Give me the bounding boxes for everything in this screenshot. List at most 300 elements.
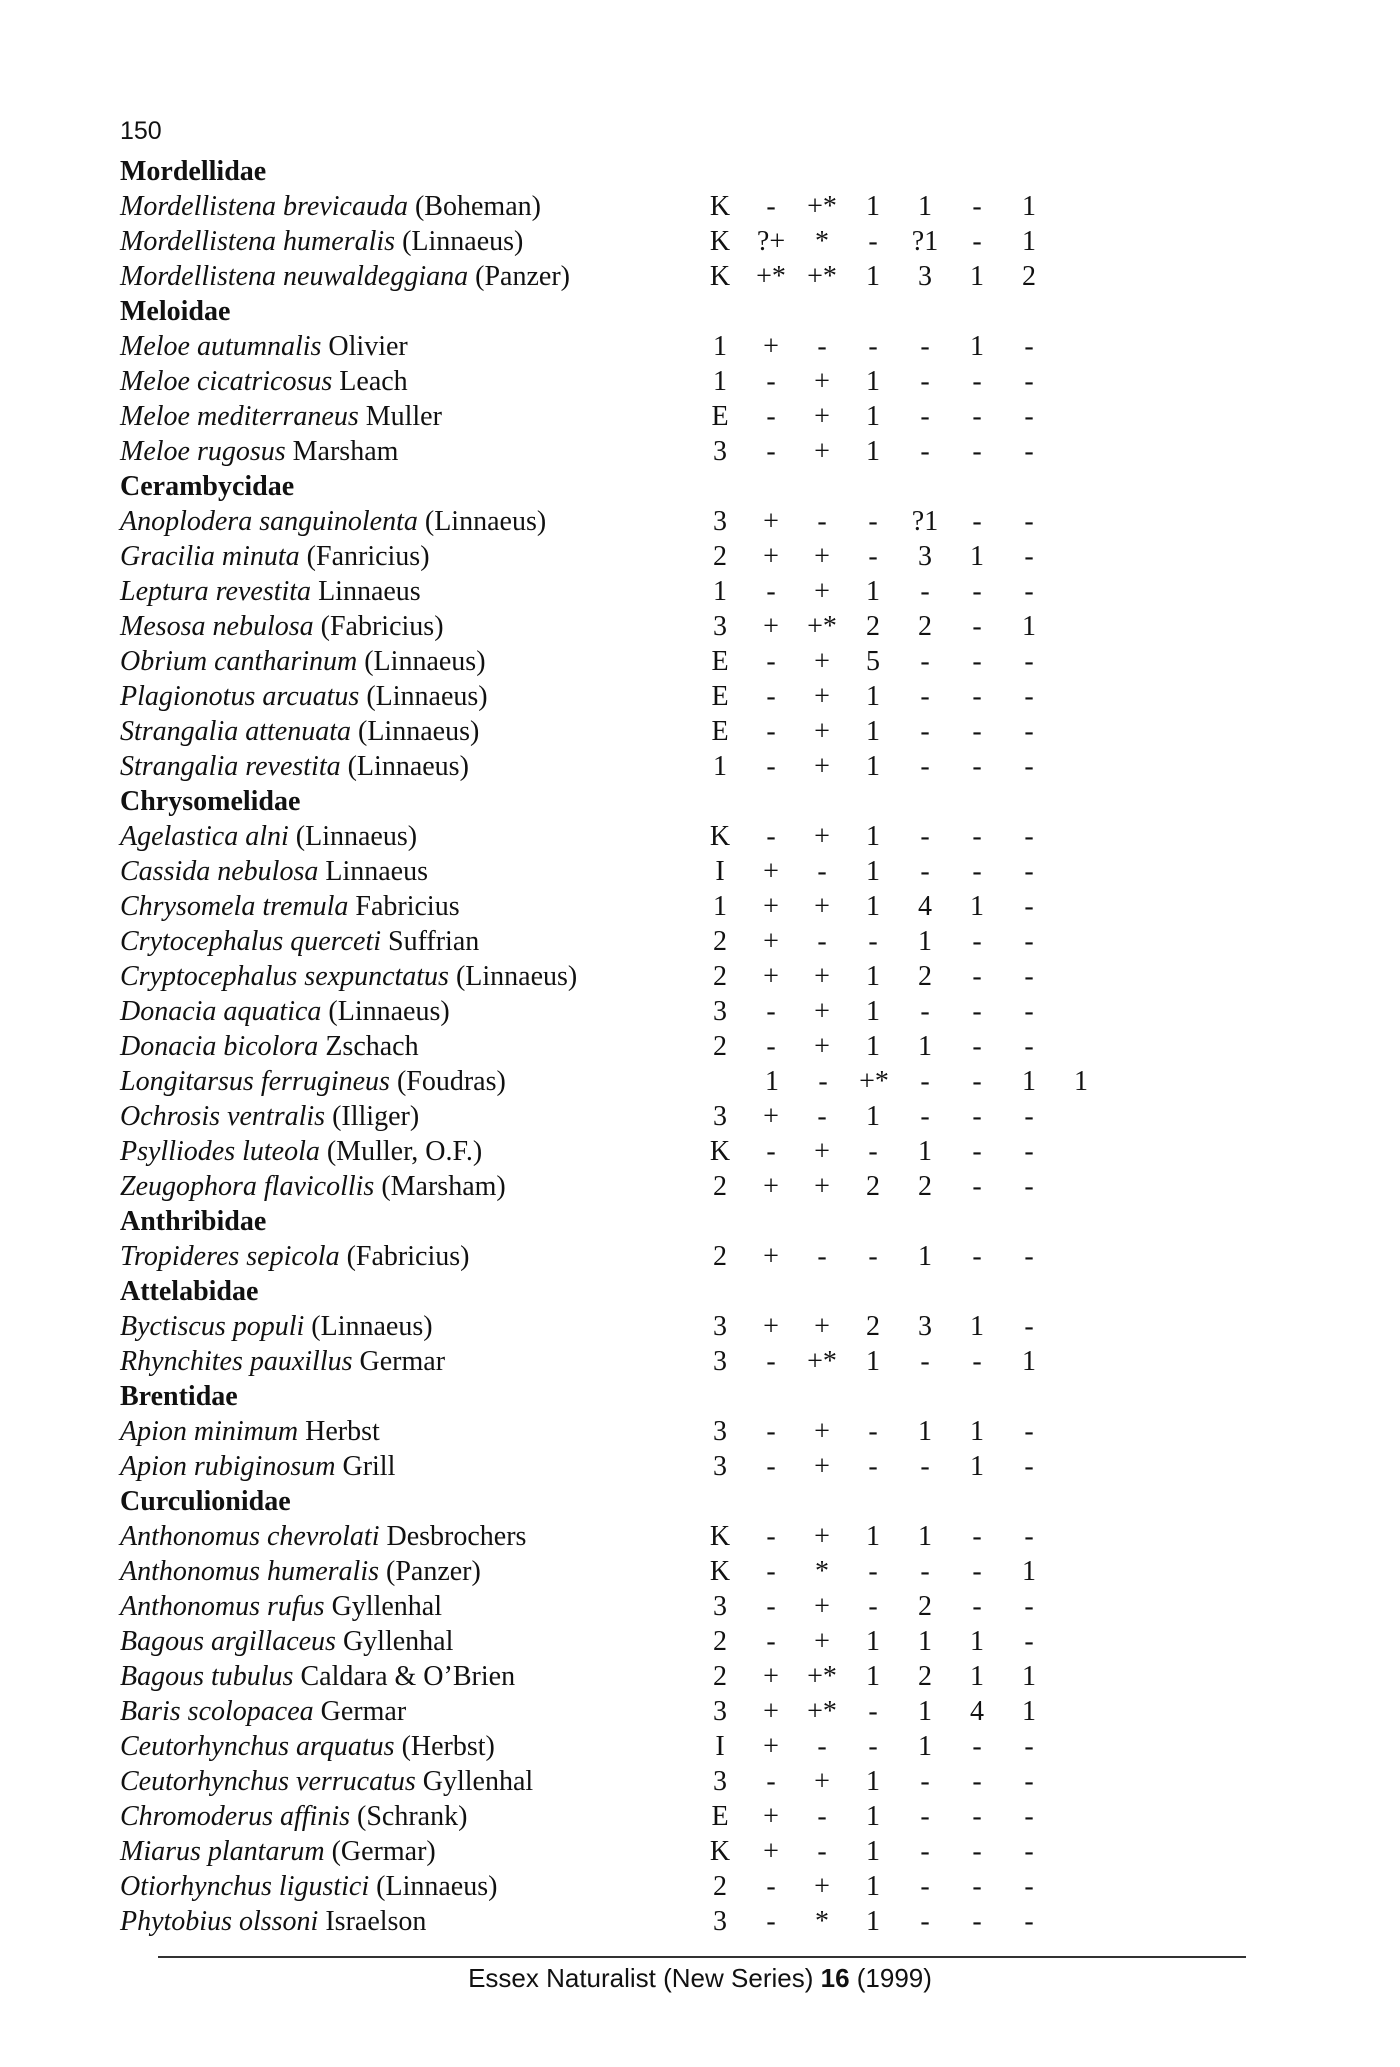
record-cell: 1 <box>970 261 984 292</box>
record-cell: + <box>814 716 830 747</box>
record-cell: - <box>868 226 878 257</box>
record-cell: +* <box>807 611 837 642</box>
species-binomial: Rhynchites pauxillus <box>120 1346 353 1377</box>
species-name <box>120 329 408 364</box>
record-cell: ?1 <box>911 506 939 537</box>
record-cell: 4 <box>918 891 932 922</box>
species-authority: Germar <box>320 1696 407 1727</box>
species-row <box>0 994 1400 1029</box>
record-cell: + <box>763 1101 779 1132</box>
species-binomial: Psylliodes luteola <box>120 1136 320 1167</box>
record-cell: 2 <box>713 961 727 992</box>
species-name <box>120 679 488 714</box>
species-authority: Marsham <box>292 436 399 467</box>
record-cell: 1 <box>918 1241 932 1272</box>
species-name <box>120 574 421 609</box>
record-cell: - <box>972 436 982 467</box>
record-cell: + <box>814 401 830 432</box>
record-cell: - <box>766 1626 776 1657</box>
record-cell: * <box>815 1906 829 1937</box>
species-authority: Zschach <box>325 1031 419 1062</box>
record-cell: 1 <box>765 1066 779 1097</box>
species-authority: (Linnaeus) <box>364 646 486 677</box>
record-cell: ?1 <box>911 226 939 257</box>
record-cell: - <box>920 331 930 362</box>
record-cell: - <box>972 1346 982 1377</box>
species-name <box>120 994 450 1029</box>
record-cell: 2 <box>918 1591 932 1622</box>
record-cell: - <box>1024 436 1034 467</box>
record-cell: 1 <box>866 1101 880 1132</box>
record-cell: + <box>814 681 830 712</box>
record-cell: - <box>972 961 982 992</box>
species-binomial: Bagous argillaceus <box>120 1626 336 1657</box>
species-list <box>0 154 1400 1939</box>
record-cell: - <box>1024 821 1034 852</box>
species-authority: (Panzer) <box>386 1556 481 1587</box>
record-cell: +* <box>807 1346 837 1377</box>
record-cell: - <box>1024 541 1034 572</box>
record-cell: - <box>868 1416 878 1447</box>
family-heading-row <box>0 154 1400 189</box>
species-row <box>0 959 1400 994</box>
record-cell: 3 <box>713 1906 727 1937</box>
species-binomial: Cassida nebulosa <box>120 856 319 887</box>
record-cell: 1 <box>918 1416 932 1447</box>
record-cell: - <box>868 1136 878 1167</box>
record-cell: 2 <box>713 1661 727 1692</box>
record-cell: 3 <box>713 1416 727 1447</box>
species-binomial: Ceutorhynchus verrucatus <box>120 1766 416 1797</box>
species-authority: Linnaeus <box>318 576 421 607</box>
record-cell: 3 <box>713 611 727 642</box>
record-cell: 1 <box>866 1836 880 1867</box>
record-cell: - <box>972 1241 982 1272</box>
record-cell: - <box>766 1416 776 1447</box>
species-authority: (Linnaeus) <box>366 681 488 712</box>
species-binomial: Tropideres sepicola <box>120 1241 340 1272</box>
record-cell: + <box>814 1031 830 1062</box>
record-cell: - <box>920 1836 930 1867</box>
species-binomial: Longitarsus ferrugineus <box>120 1066 390 1097</box>
record-cell: - <box>766 1521 776 1552</box>
record-cell: - <box>920 401 930 432</box>
species-row <box>0 504 1400 539</box>
record-cell: 1 <box>866 681 880 712</box>
record-cell: +* <box>807 1661 837 1692</box>
record-cell: - <box>1024 961 1034 992</box>
species-row <box>0 1764 1400 1799</box>
record-cell: - <box>817 1836 827 1867</box>
record-cell: - <box>766 716 776 747</box>
record-cell: - <box>1024 1451 1034 1482</box>
species-row <box>0 434 1400 469</box>
record-cell: 1 <box>866 401 880 432</box>
record-cell: 1 <box>866 1871 880 1902</box>
species-name <box>120 609 444 644</box>
species-name <box>120 1344 445 1379</box>
species-authority: Muller <box>365 401 442 432</box>
species-binomial: Anthonomus humeralis <box>120 1556 379 1587</box>
family-heading-row <box>0 294 1400 329</box>
record-cell: 4 <box>970 1696 984 1727</box>
species-name <box>120 259 570 294</box>
record-cell: 1 <box>1022 1066 1036 1097</box>
record-cell: 1 <box>918 1136 932 1167</box>
species-binomial: Mordellistena humeralis <box>120 226 396 257</box>
record-cell: - <box>972 716 982 747</box>
record-cell: - <box>817 506 827 537</box>
species-row <box>0 189 1400 224</box>
species-binomial: Apion minimum <box>120 1416 299 1447</box>
species-name <box>120 1169 506 1204</box>
species-binomial: Bagous tubulus <box>120 1661 294 1692</box>
record-cell: - <box>766 1451 776 1482</box>
record-cell: + <box>763 961 779 992</box>
species-row <box>0 1134 1400 1169</box>
species-authority: (Fabricius) <box>346 1241 470 1272</box>
record-cell: + <box>763 1696 779 1727</box>
record-cell: - <box>972 821 982 852</box>
record-cell: + <box>763 1801 779 1832</box>
record-cell: - <box>766 366 776 397</box>
species-name <box>120 539 430 574</box>
species-binomial: Meloe mediterraneus <box>120 401 359 432</box>
record-cell: - <box>972 366 982 397</box>
species-binomial: Chromoderus affinis <box>120 1801 350 1832</box>
record-cell: 1 <box>918 1626 932 1657</box>
species-binomial: Byctiscus populi <box>120 1311 305 1342</box>
species-authority: (Germar) <box>331 1836 436 1867</box>
record-cell: + <box>814 1451 830 1482</box>
record-cell: 1 <box>866 436 880 467</box>
record-cell: + <box>814 821 830 852</box>
record-cell: + <box>814 1416 830 1447</box>
record-cell: +* <box>859 1066 889 1097</box>
species-row <box>0 889 1400 924</box>
record-cell: + <box>814 1171 830 1202</box>
record-cell: - <box>868 1591 878 1622</box>
record-cell: 2 <box>866 1311 880 1342</box>
record-cell: - <box>920 1066 930 1097</box>
species-binomial: Chrysomela tremula <box>120 891 349 922</box>
record-cell: 2 <box>713 1241 727 1272</box>
species-name <box>120 889 460 924</box>
record-cell: - <box>920 646 930 677</box>
record-cell: 1 <box>970 1661 984 1692</box>
record-cell: E <box>711 1801 729 1832</box>
species-row <box>0 679 1400 714</box>
record-cell: - <box>972 1101 982 1132</box>
species-name <box>120 1449 395 1484</box>
species-binomial: Miarus plantarum <box>120 1836 325 1867</box>
record-cell: 1 <box>713 891 727 922</box>
record-cell: - <box>972 1836 982 1867</box>
record-cell: - <box>972 1766 982 1797</box>
record-cell: - <box>920 1766 930 1797</box>
record-cell: 1 <box>866 891 880 922</box>
species-name <box>120 1519 526 1554</box>
species-binomial: Agelastica alni <box>120 821 289 852</box>
record-cell: + <box>763 1731 779 1762</box>
species-name <box>120 854 428 889</box>
record-cell: + <box>814 541 830 572</box>
record-cell: 1 <box>1022 611 1036 642</box>
species-authority: (Boheman) <box>414 191 541 222</box>
record-cell: 1 <box>866 366 880 397</box>
species-binomial: Cryptocephalus sexpunctatus <box>120 961 449 992</box>
record-cell: - <box>972 611 982 642</box>
record-cell: 3 <box>918 1311 932 1342</box>
record-cell: - <box>766 1136 776 1167</box>
record-cell: 2 <box>713 1171 727 1202</box>
species-name <box>120 224 523 259</box>
species-binomial: Mordellistena brevicauda <box>120 191 408 222</box>
species-name <box>120 819 417 854</box>
species-authority: Linnaeus <box>325 856 428 887</box>
species-row <box>0 399 1400 434</box>
species-name <box>120 1799 467 1834</box>
record-cell: - <box>972 401 982 432</box>
record-cell: 1 <box>866 716 880 747</box>
species-authority: Gyllenhal <box>342 1626 454 1657</box>
record-cell: - <box>920 681 930 712</box>
family-heading-row <box>0 1379 1400 1414</box>
species-authority: (Foudras) <box>396 1066 506 1097</box>
record-cell: + <box>763 856 779 887</box>
record-cell: - <box>920 716 930 747</box>
record-cell: E <box>711 646 729 677</box>
record-cell: +* <box>807 191 837 222</box>
record-cell: E <box>711 681 729 712</box>
record-cell: I <box>715 1731 725 1762</box>
record-cell: - <box>972 1906 982 1937</box>
record-cell: 1 <box>1022 1696 1036 1727</box>
family-heading: Cerambycidae <box>120 471 295 502</box>
page-number: 150 <box>120 117 162 145</box>
species-binomial: Otiorhynchus ligustici <box>120 1871 370 1902</box>
record-cell: 3 <box>713 1346 727 1377</box>
footer-volume: 16 <box>820 1963 850 1993</box>
species-name <box>120 1624 453 1659</box>
record-cell: - <box>920 1101 930 1132</box>
record-cell: - <box>766 1031 776 1062</box>
species-name <box>120 1869 497 1904</box>
species-name <box>120 189 541 224</box>
record-cell: - <box>1024 1171 1034 1202</box>
species-name <box>120 959 577 994</box>
record-cell: + <box>763 506 779 537</box>
record-cell: 1 <box>970 891 984 922</box>
record-cell: - <box>868 541 878 572</box>
footer-year: (1999) <box>856 1963 932 1993</box>
record-cell: - <box>1024 1311 1034 1342</box>
record-cell: 1 <box>1022 1661 1036 1692</box>
record-cell: K <box>709 1556 731 1587</box>
record-cell: K <box>709 1836 731 1867</box>
record-cell: - <box>766 1906 776 1937</box>
record-cell: 3 <box>918 261 932 292</box>
species-row <box>0 1344 1400 1379</box>
record-cell: - <box>1024 1906 1034 1937</box>
family-heading-row <box>0 1204 1400 1239</box>
record-cell: - <box>1024 1591 1034 1622</box>
record-cell: 3 <box>918 541 932 572</box>
record-cell: + <box>763 891 779 922</box>
family-heading: Curculionidae <box>120 1486 291 1517</box>
record-cell: K <box>709 821 731 852</box>
record-cell: + <box>763 331 779 362</box>
record-cell: - <box>972 926 982 957</box>
record-cell: + <box>814 996 830 1027</box>
species-row <box>0 749 1400 784</box>
species-authority: (Linnaeus) <box>424 506 547 537</box>
species-name <box>120 364 408 399</box>
record-cell: 1 <box>970 331 984 362</box>
record-cell: + <box>814 1626 830 1657</box>
family-heading: Anthribidae <box>120 1206 267 1237</box>
species-binomial: Anthonomus rufus <box>120 1591 325 1622</box>
species-binomial: Donacia aquatica <box>120 996 322 1027</box>
species-authority: Grill <box>342 1451 396 1482</box>
species-binomial: Baris scolopacea <box>120 1696 314 1727</box>
species-name <box>120 1904 426 1939</box>
record-cell: - <box>818 1066 828 1097</box>
record-cell: 1 <box>866 961 880 992</box>
species-row <box>0 574 1400 609</box>
record-cell: - <box>868 1241 878 1272</box>
record-cell: I <box>715 856 725 887</box>
species-name <box>120 1834 436 1869</box>
species-authority: Israelson <box>325 1906 427 1937</box>
species-binomial: Crytocephalus querceti <box>120 926 382 957</box>
record-cell: 1 <box>866 1766 880 1797</box>
family-heading-row <box>0 1274 1400 1309</box>
record-cell: - <box>972 191 982 222</box>
record-cell: - <box>766 646 776 677</box>
record-cell: - <box>766 1766 776 1797</box>
record-cell: - <box>920 576 930 607</box>
record-cell: - <box>1024 401 1034 432</box>
record-cell: + <box>763 1241 779 1272</box>
record-cell: +* <box>756 261 786 292</box>
record-cell: 3 <box>713 1591 727 1622</box>
record-cell: 1 <box>713 576 727 607</box>
record-cell: K <box>709 1136 731 1167</box>
family-heading-row <box>0 469 1400 504</box>
record-cell: - <box>920 1346 930 1377</box>
family-heading-row <box>0 784 1400 819</box>
record-cell: 1 <box>918 1731 932 1762</box>
record-cell: 2 <box>713 1871 727 1902</box>
species-authority: (Panzer) <box>475 261 570 292</box>
species-name <box>120 644 486 679</box>
record-cell: + <box>814 366 830 397</box>
species-binomial: Meloe autumnalis <box>120 331 322 362</box>
record-cell: 3 <box>713 1311 727 1342</box>
species-name <box>120 1729 495 1764</box>
record-cell: 1 <box>866 576 880 607</box>
species-name <box>120 1099 419 1134</box>
record-cell: - <box>972 646 982 677</box>
species-binomial: Strangalia revestita <box>120 751 341 782</box>
record-cell: + <box>814 1521 830 1552</box>
record-cell: 1 <box>970 1311 984 1342</box>
record-cell: - <box>817 926 827 957</box>
record-cell: K <box>709 261 731 292</box>
record-cell: + <box>763 541 779 572</box>
species-row <box>0 924 1400 959</box>
record-cell: 3 <box>713 1696 727 1727</box>
species-authority: (Linnaeus) <box>328 996 450 1027</box>
record-cell: - <box>868 1731 878 1762</box>
species-name <box>120 434 398 469</box>
record-cell: + <box>763 1311 779 1342</box>
species-row <box>0 609 1400 644</box>
record-cell: - <box>972 576 982 607</box>
species-authority: (Fabricius) <box>320 611 444 642</box>
record-cell: * <box>815 226 829 257</box>
record-cell: 3 <box>713 436 727 467</box>
record-cell: 1 <box>866 996 880 1027</box>
record-cell: +* <box>807 261 837 292</box>
footer-journal: Essex Naturalist (New Series) <box>468 1963 814 1993</box>
record-cell: - <box>766 1346 776 1377</box>
record-cell: - <box>868 1696 878 1727</box>
family-heading-row <box>0 1484 1400 1519</box>
record-cell: - <box>1024 331 1034 362</box>
record-cell: - <box>972 226 982 257</box>
record-cell: + <box>763 1171 779 1202</box>
record-cell: - <box>972 1556 982 1587</box>
record-cell: 1 <box>918 926 932 957</box>
species-authority: Gyllenhal <box>331 1591 442 1622</box>
record-cell: - <box>817 331 827 362</box>
record-cell: - <box>920 996 930 1027</box>
species-row <box>0 1239 1400 1274</box>
species-row <box>0 1624 1400 1659</box>
record-cell: 2 <box>918 611 932 642</box>
record-cell: + <box>814 1871 830 1902</box>
record-cell: 1 <box>866 191 880 222</box>
record-cell: 1 <box>866 1031 880 1062</box>
record-cell: - <box>1024 1801 1034 1832</box>
species-binomial: Meloe rugosus <box>120 436 286 467</box>
record-cell: 1 <box>713 331 727 362</box>
record-cell: - <box>972 1871 982 1902</box>
record-cell: 2 <box>918 1171 932 1202</box>
species-name <box>120 1694 406 1729</box>
species-row <box>0 1029 1400 1064</box>
species-row <box>0 364 1400 399</box>
species-name <box>120 1659 515 1694</box>
species-authority: (Linnaeus) <box>376 1871 498 1902</box>
species-authority: Caldara & O’Brien <box>300 1661 516 1692</box>
record-cell: - <box>920 1906 930 1937</box>
record-cell: + <box>814 576 830 607</box>
family-heading: Brentidae <box>120 1381 238 1412</box>
record-cell: - <box>766 401 776 432</box>
species-binomial: Strangalia attenuata <box>120 716 351 747</box>
record-cell: K <box>709 191 731 222</box>
record-cell: 1 <box>918 1031 932 1062</box>
species-row <box>0 259 1400 294</box>
species-name <box>120 1029 419 1064</box>
record-cell: K <box>709 1521 731 1552</box>
species-authority: (Linnaeus) <box>347 751 469 782</box>
record-cell: - <box>868 331 878 362</box>
record-cell: 1 <box>918 1696 932 1727</box>
